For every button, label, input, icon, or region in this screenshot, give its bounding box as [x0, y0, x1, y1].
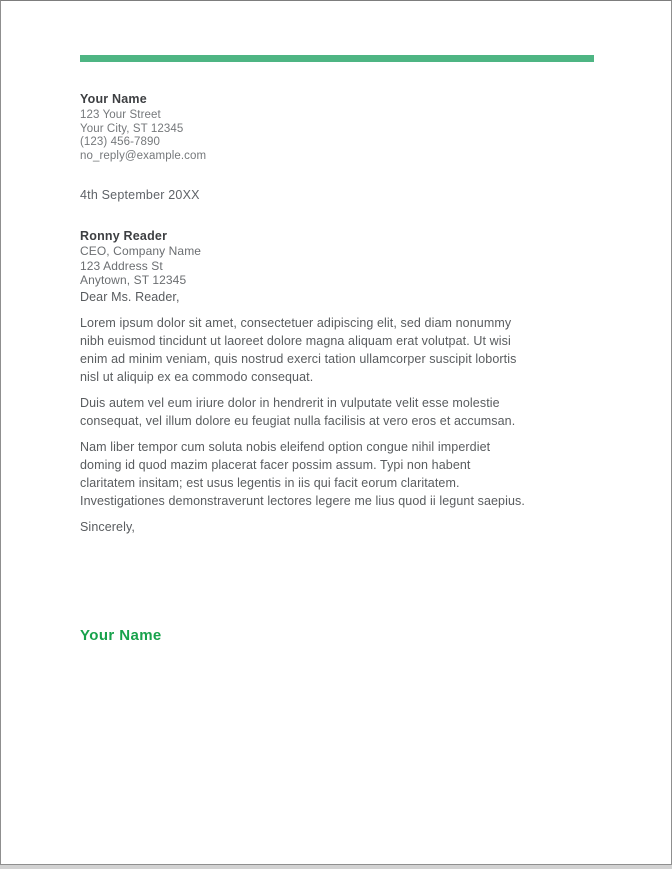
closing: Sincerely, — [80, 519, 135, 534]
body-paragraph-1: Lorem ipsum dolor sit amet, consectetuer adipiscing elit, sed diam nonummy nibh euismod tincidunt ut laoreet dolore magna aliquam erat volutpat. Ut wisi enim ad minim veniam, quis nostrud exerci tation ullamcorper suscipit lobortis nisl ut aliquip ex ea commodo consequat. — [80, 315, 517, 384]
recipient-address — [80, 244, 613, 288]
recipient-title: CEO, Company Name — [80, 244, 202, 258]
recipient-street: 123 Address St — [80, 258, 163, 273]
body-paragraph-2: Duis autem vel eum iriure dolor in hendrerit in vulputate velit esse molestie consequat, vel illum dolore eu feugiat nulla facilisis at vero eros et accumsan. — [80, 395, 516, 428]
sender-address — [80, 109, 613, 163]
recipient-name: Ronny Reader — [80, 229, 168, 243]
sender-city-state-zip: Your City, ST 12345 — [80, 122, 184, 135]
letter-content — [1, 55, 671, 646]
sender-block — [80, 91, 613, 163]
letter-date: 4th September 20XX — [80, 188, 200, 202]
sender-name: Your Name — [80, 92, 147, 106]
body-paragraph-3: Nam liber tempor cum soluta nobis eleifend option congue nihil imperdiet doming id quod mazim placerat facer possim assum. Typi non habent claritatem insitam; est usus legentis in iis qui facit eorum claritatem. Investigationes demonstraverunt lectores legere me lius quod ii legunt saepius. — [80, 439, 525, 508]
sender-street: 123 Your Street — [80, 109, 161, 121]
sender-phone: (123) 456-7890 — [80, 136, 161, 148]
sender-email: no_reply@example.com — [80, 149, 207, 162]
accent-bar — [80, 55, 594, 62]
recipient-city-state-zip: Anytown, ST 12345 — [80, 273, 187, 288]
signature-name: Your Name — [80, 626, 162, 644]
salutation: Dear Ms. Reader, — [80, 289, 180, 304]
recipient-block — [80, 228, 613, 288]
